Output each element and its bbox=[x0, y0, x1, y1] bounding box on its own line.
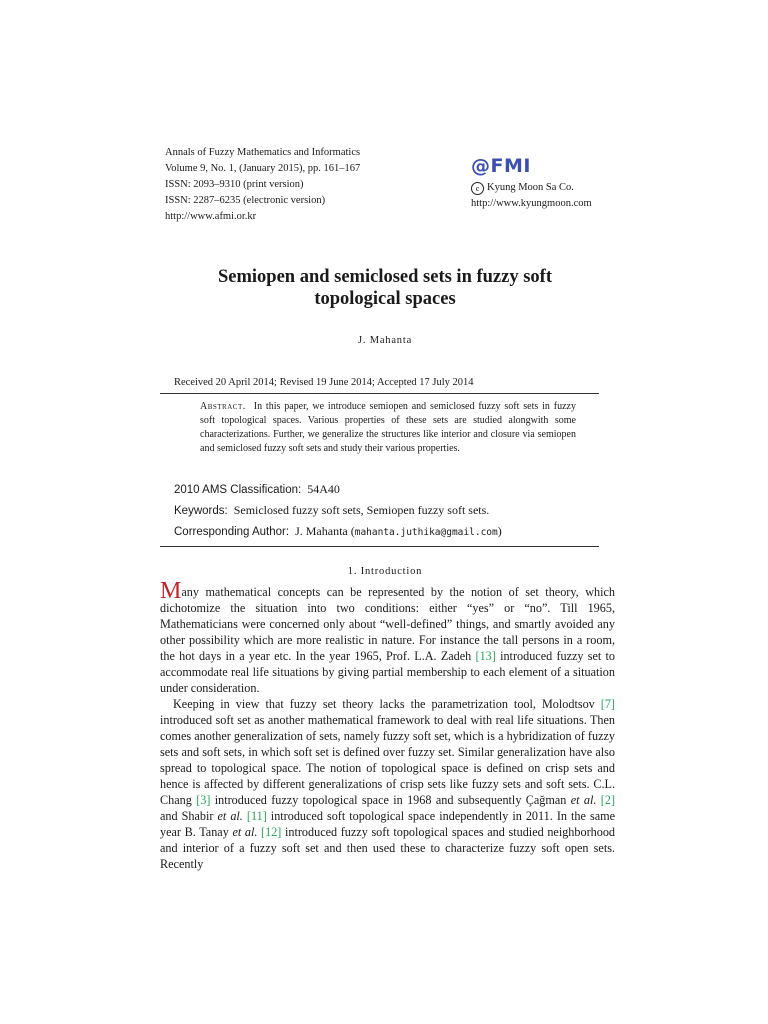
keywords bbox=[174, 503, 489, 518]
issn-electronic: ISSN: 2287–6235 (electronic version) bbox=[165, 195, 326, 206]
citation-link[interactable]: [12] bbox=[261, 825, 282, 839]
et-al: et al. bbox=[232, 825, 258, 839]
p2-text-c: introduced fuzzy topological space in 1968 and subsequently Çağman bbox=[210, 793, 571, 807]
corr-email-link[interactable]: mahanta.juthika@gmail.com bbox=[354, 527, 498, 538]
citation-link[interactable]: [11] bbox=[246, 809, 267, 823]
corr-close: ) bbox=[497, 524, 502, 538]
citation-link[interactable]: [3] bbox=[196, 793, 211, 807]
publisher-info bbox=[471, 155, 592, 212]
et-al: et al. bbox=[217, 809, 243, 823]
journal-name: Annals of Fuzzy Mathematics and Informatics bbox=[165, 147, 361, 158]
p1-text-a: any mathematical concepts can be represented by the notion of set theory, which dichotomize the situation into two conditions: either “yes” or “no”. Till 1965, Mathematicians were concerned only about “well-defined” things, and smartly avoided any other possibility which are more realistic in nature. For instance the tall persons in a room, the hot days in a year etc. In the year 1965, Prof. L.A. Zadeh bbox=[160, 585, 615, 663]
introduction-body bbox=[160, 578, 616, 872]
corresponding-author bbox=[174, 524, 502, 539]
journal-volume: Volume 9, No. 1, (January 2015), pp. 161–167 bbox=[165, 163, 361, 174]
abstract-label: Abstract. bbox=[200, 401, 246, 412]
corr-name: J. Mahanta ( bbox=[295, 524, 355, 538]
publisher-name: Kyung Moon Sa Co. bbox=[487, 182, 574, 193]
ams-classification bbox=[174, 482, 340, 497]
citation-link[interactable]: [7] bbox=[600, 697, 615, 711]
afmi-logo: @FMI bbox=[471, 155, 531, 177]
p2-text-b: introduced soft set as another mathematical framework to deal with real life situations. Then comes another generalization of sets, namely fuzzy soft set, which is a hybridization of fuzzy sets and soft sets, in which soft set is defined over fuzzy set. Similar generalization have also spread to topological space. The notion of topological space is defined on crisp sets and hence is affected by different generalizations of crisp sets like fuzzy sets and soft sets. C.L. Chang bbox=[160, 713, 615, 807]
received-dates: Received 20 April 2014; Revised 19 June 2014; Accepted 17 July 2014 bbox=[174, 377, 474, 388]
paragraph-1 bbox=[160, 578, 615, 696]
keywords-value: Semiclosed fuzzy soft sets, Semiopen fuzzy soft sets. bbox=[233, 503, 490, 517]
keywords-label: Keywords: bbox=[174, 505, 228, 517]
paper-author: J. Mahanta bbox=[357, 335, 413, 346]
section-heading: 1. Introduction bbox=[347, 566, 423, 577]
title-line-2: topological spaces bbox=[314, 289, 456, 309]
p2-text-d: and Shabir bbox=[160, 809, 218, 823]
p1-text-b: introduced fuzzy set to accommodate real life situations by giving partial membership to each element of a situation under consideration. bbox=[160, 649, 615, 695]
divider-top bbox=[160, 393, 599, 394]
copyright-icon: c bbox=[471, 182, 484, 195]
p2-text-a: Keeping in view that fuzzy set theory lacks the parametrization tool, Molodtsov bbox=[173, 697, 601, 711]
issn-print: ISSN: 2093–9310 (print version) bbox=[165, 179, 304, 190]
p2-text-e: introduced soft topological space independently in 2011. In the same year B. Tanay bbox=[160, 809, 616, 839]
abstract bbox=[200, 400, 576, 456]
paragraph-2 bbox=[160, 696, 615, 872]
drop-cap: M bbox=[160, 578, 182, 604]
p2-text-f: introduced fuzzy soft topological spaces and studied neighborhood and interior of a fuzzy soft set and then used these to characterize fuzzy soft open sets. Recently bbox=[160, 825, 616, 871]
publisher-copyright bbox=[471, 180, 592, 196]
divider-bottom bbox=[160, 546, 599, 547]
paper-title bbox=[160, 266, 610, 310]
citation-link[interactable]: [2] bbox=[600, 793, 616, 807]
ams-value: 54A40 bbox=[307, 482, 340, 496]
corr-label: Corresponding Author: bbox=[174, 526, 290, 538]
et-al: et al. bbox=[570, 793, 597, 807]
journal-info bbox=[165, 145, 360, 225]
ams-label: 2010 AMS Classification: bbox=[174, 484, 302, 496]
title-line-1: Semiopen and semiclosed sets in fuzzy soft bbox=[217, 267, 553, 287]
citation-link[interactable]: [13] bbox=[475, 649, 496, 663]
journal-url: http://www.afmi.or.kr bbox=[165, 211, 257, 222]
abstract-text: In this paper, we introduce semiopen and semiclosed fuzzy soft sets in fuzzy soft topological spaces. Various properties of these sets are studied alongwith some characterizations. Further, we generalize the structures like interior and closure via semiopen and semiclosed fuzzy soft sets and study their various properties. bbox=[200, 401, 576, 454]
publisher-url: http://www.kyungmoon.com bbox=[471, 198, 592, 209]
